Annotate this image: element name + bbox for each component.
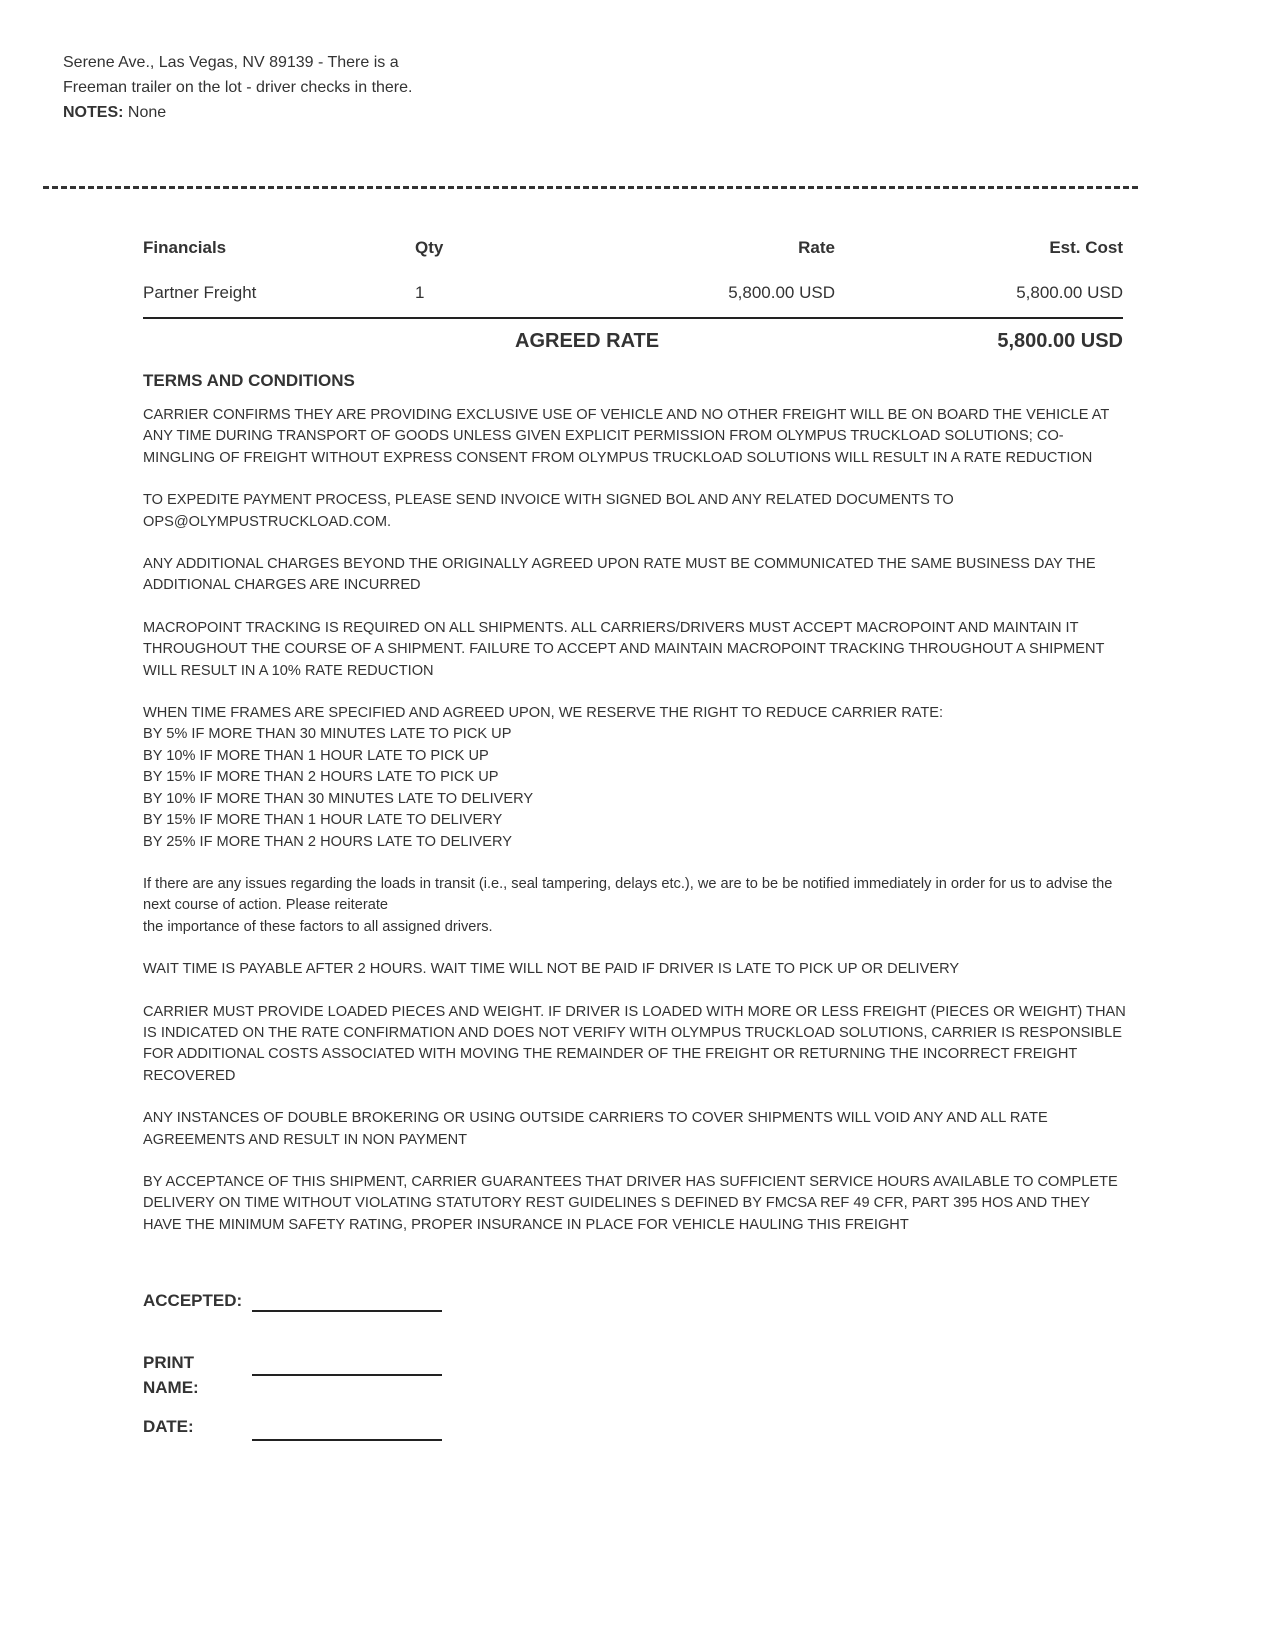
terms-paragraph-time-frames: WHEN TIME FRAMES ARE SPECIFIED AND AGREED UPON, WE RESERVE THE RIGHT TO REDUCE CARRIER RATE: BY 5% IF MORE THAN 30 MINUTES LATE TO PICK UP BY 10% IF MORE THAN 1 HOUR LATE TO PICK UP BY 15% IF MORE THAN 2 HOURS LATE TO PICK UP BY 10% IF MORE THAN 30 MINUTES LATE TO DELIVERY BY 15% IF MORE THAN 1 HOUR LATE TO DELIVERY BY 25% IF MORE THAN 2 HOURS LATE TO DELIVERY [143, 705, 944, 850]
financials-header-row [143, 238, 1123, 268]
terms-paragraph-exclusive-use: CARRIER CONFIRMS THEY ARE PROVIDING EXCLUSIVE USE OF VEHICLE AND NO OTHER FREIGHT WILL BE ON BOARD THE VEHICLE AT ANY TIME DURING TRANSPORT OF GOODS UNLESS GIVEN EXPLICIT PERMISSION FROM OLYMPUS TRUCKLOAD SOLUTIONS; CO-MINGLING OF FREIGHT WITHOUT EXPRESS CONSENT FROM OLYMPUS TRUCKLOAD SOLUTIONS WILL RESULT IN A RATE REDUCTION [143, 407, 1110, 466]
total-rule [143, 317, 1123, 319]
financials-table [143, 238, 1123, 313]
terms-paragraph-pieces-weight: CARRIER MUST PROVIDE LOADED PIECES AND WEIGHT. IF DRIVER IS LOADED WITH MORE OR LESS FREIGHT (PIECES OR WEIGHT) THAN IS INDICATED ON THE RATE CONFIRMATION AND DOES NOT VERIFY WITH OLYMPUS TRUCKLOAD SOLUTIONS, CARRIER IS RESPONSIBLE FOR ADDITIONAL COSTS ASSOCIATED WITH MOVING THE REMAINDER OF THE FREIGHT OR RETURNING THE INCORRECT FREIGHT RECOVERED [143, 1003, 1126, 1084]
section-divider [43, 186, 1138, 189]
terms-body [143, 405, 1128, 1257]
terms-paragraph-wait-time: WAIT TIME IS PAYABLE AFTER 2 HOURS. WAIT TIME WILL NOT BE PAID IF DRIVER IS LATE TO PICK UP OR DELIVERY [143, 961, 960, 978]
print-label-line-2: NAME: [143, 1378, 199, 1397]
header-rate: Rate [798, 238, 835, 257]
terms-paragraph-additional-charges: ANY ADDITIONAL CHARGES BEYOND THE ORIGINALLY AGREED UPON RATE MUST BE COMMUNICATED THE SAME BUSINESS DAY THE ADDITIONAL CHARGES ARE INCURRED [143, 556, 1096, 594]
date-line[interactable] [252, 1439, 442, 1441]
notes-label: NOTES: [63, 104, 124, 121]
date-label: DATE: [143, 1417, 194, 1436]
row-rate: 5,800.00 USD [728, 283, 835, 302]
table-row [143, 283, 1123, 313]
agreed-rate-row [143, 330, 1123, 358]
print-name-label [143, 1350, 199, 1400]
header-financials: Financials [143, 238, 227, 257]
header-qty: Qty [415, 238, 444, 257]
accepted-label: ACCEPTED: [143, 1291, 243, 1310]
pickup-address-block [63, 50, 483, 125]
address-line-2: Freeman trailer on the lot - driver checks in there. [63, 79, 413, 96]
notes-value: None [123, 104, 167, 121]
agreed-rate-label: AGREED RATE [515, 330, 660, 352]
address-line-1: Serene Ave., Las Vegas, NV 89139 - There is a [63, 54, 399, 71]
header-est-cost: Est. Cost [1049, 238, 1123, 257]
notes-line [63, 100, 483, 125]
terms-paragraph-service-hours: BY ACCEPTANCE OF THIS SHIPMENT, CARRIER GUARANTEES THAT DRIVER HAS SUFFICIENT SERVICE HOURS AVAILABLE TO COMPLETE DELIVERY ON TIME WITHOUT VIOLATING STATUTORY REST GUIDELINES S DEFINED BY FMCSA REF 49 CFR, PART 395 HOS AND THEY HAVE THE MINIMUM SAFETY RATING, PROPER INSURANCE IN PLACE FOR VEHICLE HAULING THIS FREIGHT [143, 1173, 1118, 1233]
terms-title: TERMS AND CONDITIONS [143, 371, 355, 390]
terms-paragraph-invoice: TO EXPEDITE PAYMENT PROCESS, PLEASE SEND INVOICE WITH SIGNED BOL AND ANY RELATED DOCUMENTS TO OPS@OLYMPUSTRUCKLOAD.COM. [143, 492, 954, 530]
terms-paragraph-double-brokering: ANY INSTANCES OF DOUBLE BROKERING OR USING OUTSIDE CARRIERS TO COVER SHIPMENTS WILL VOID ANY AND ALL RATE AGREEMENTS AND RESULT IN NON PAYMENT [143, 1110, 1048, 1148]
print-name-line[interactable] [252, 1374, 442, 1376]
row-est-cost: 5,800.00 USD [1016, 283, 1123, 302]
row-item-name: Partner Freight [143, 283, 257, 302]
row-qty: 1 [415, 283, 425, 302]
print-label-line-1: PRINT [143, 1353, 194, 1372]
agreed-rate-value: 5,800.00 USD [997, 330, 1123, 352]
accepted-signature-line[interactable] [252, 1310, 442, 1312]
terms-paragraph-macropoint: MACROPOINT TRACKING IS REQUIRED ON ALL SHIPMENTS. ALL CARRIERS/DRIVERS MUST ACCEPT MACROPOINT AND MAINTAIN IT THROUGHOUT THE COURSE OF A SHIPMENT. FAILURE TO ACCEPT AND MAINTAIN MACROPOINT TRACKING THROUGHOUT A SHIPMENT WILL RESULT IN A 10% RATE REDUCTION [143, 619, 1105, 679]
terms-paragraph-transit-issues: If there are any issues regarding the loads in transit (i.e., seal tampering, delays etc.), we are to be be notified immediately in order for us to advise the next course of action. Please reiterate the importance of these factors to all assigned drivers. [143, 875, 1113, 935]
